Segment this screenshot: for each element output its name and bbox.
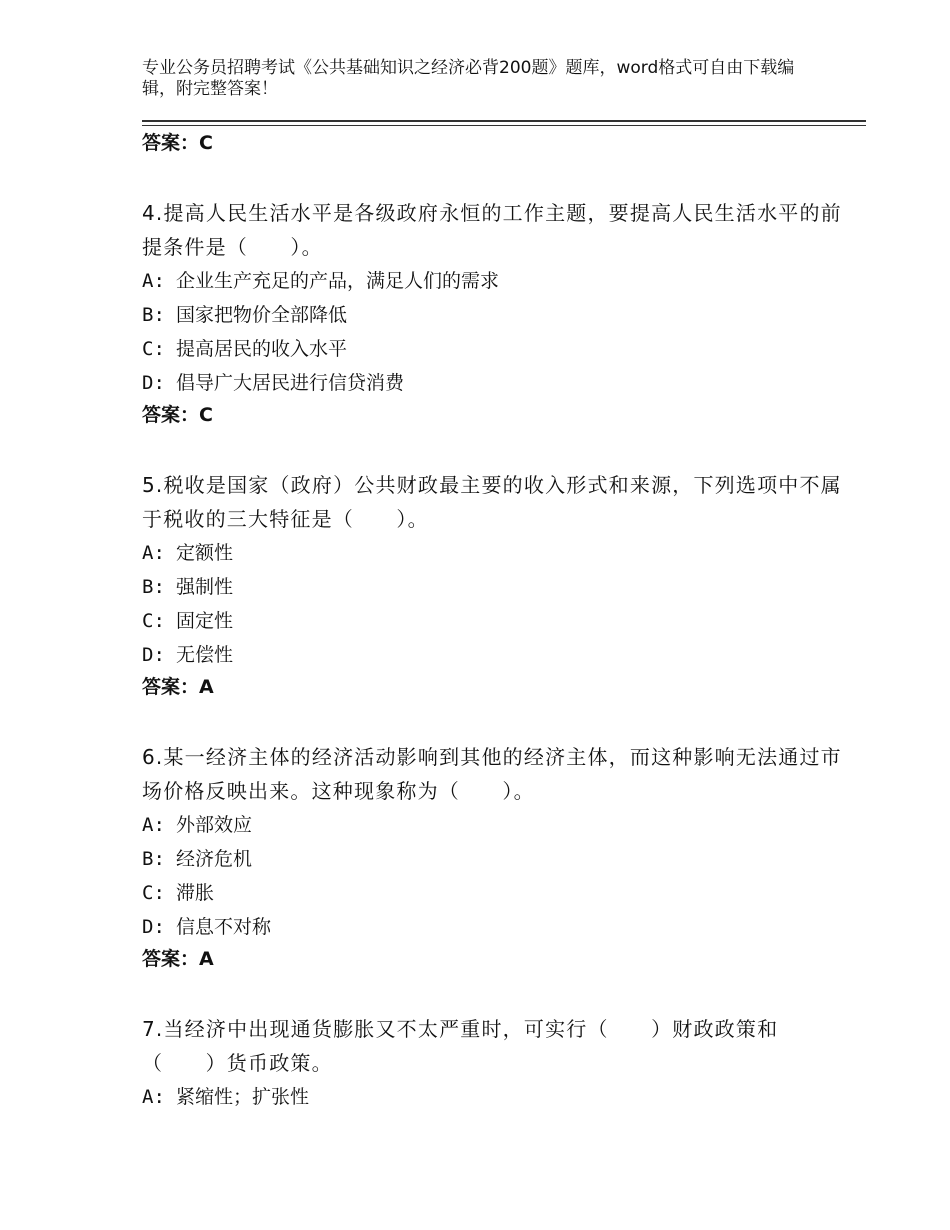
option-letter: A: [142, 1086, 165, 1108]
option-text: 无偿性 [176, 644, 234, 666]
option-text: 倡导广大居民进行信贷消费 [176, 372, 405, 394]
answer-label: 答案：A [142, 676, 214, 698]
option-d [142, 366, 842, 400]
option-b [142, 842, 842, 876]
question-text: 7.当经济中出现通货膨胀又不太严重时，可实行（ ）财政政策和（ ）货币政策。 [142, 1017, 779, 1075]
option-text: 定额性 [176, 542, 234, 564]
header-rule-thick [142, 120, 866, 122]
option-b [142, 570, 842, 604]
option-text: 企业生产充足的产品，满足人们的需求 [176, 270, 500, 292]
option-c [142, 332, 842, 366]
header-rule-thin [142, 125, 866, 126]
option-d [142, 910, 842, 944]
option-letter: A: [142, 542, 165, 564]
question-7 [142, 1012, 842, 1114]
question-text: 6.某一经济主体的经济活动影响到其他的经济主体，而这种影响无法通过市场价格反映出来。这种现象称为（ ）。 [142, 745, 842, 803]
option-d [142, 638, 842, 672]
page-header: 专业公务员招聘考试《公共基础知识之经济必背200题》题库，word格式可自由下载编辑，附完整答案！ [142, 58, 795, 99]
option-letter: A: [142, 270, 165, 292]
answer-label: 答案：C [142, 404, 213, 426]
option-letter: B: [142, 576, 165, 598]
question-6 [142, 740, 842, 974]
option-text: 固定性 [176, 610, 234, 632]
option-letter: D: [142, 372, 165, 394]
question-4 [142, 196, 842, 430]
question-text: 5.税收是国家（政府）公共财政最主要的收入形式和来源，下列选项中不属于税收的三大特征是（ ）。 [142, 473, 842, 531]
option-a [142, 808, 842, 842]
option-text: 国家把物价全部降低 [176, 304, 348, 326]
option-text: 外部效应 [176, 814, 253, 836]
answer-label: 答案：A [142, 948, 214, 970]
option-text: 经济危机 [176, 848, 253, 870]
option-c [142, 604, 842, 638]
option-a [142, 1080, 842, 1114]
option-text: 滞胀 [176, 882, 215, 904]
question-text: 4.提高人民生活水平是各级政府永恒的工作主题，要提高人民生活水平的前提条件是（ ）。 [142, 201, 842, 259]
option-a [142, 536, 842, 570]
option-letter: A: [142, 814, 165, 836]
question-5 [142, 468, 842, 702]
option-c [142, 876, 842, 910]
option-b [142, 298, 842, 332]
option-a [142, 264, 842, 298]
option-letter: B: [142, 848, 165, 870]
option-text: 提高居民的收入水平 [176, 338, 348, 360]
option-letter: C: [142, 882, 165, 904]
option-letter: C: [142, 338, 165, 360]
previous-answer: 答案：C [142, 132, 213, 154]
option-text: 信息不对称 [176, 916, 272, 938]
option-letter: D: [142, 644, 165, 666]
option-letter: D: [142, 916, 165, 938]
option-text: 强制性 [176, 576, 234, 598]
question-list [142, 128, 842, 1114]
option-letter: C: [142, 610, 165, 632]
option-text: 紧缩性；扩张性 [176, 1086, 310, 1108]
option-letter: B: [142, 304, 165, 326]
